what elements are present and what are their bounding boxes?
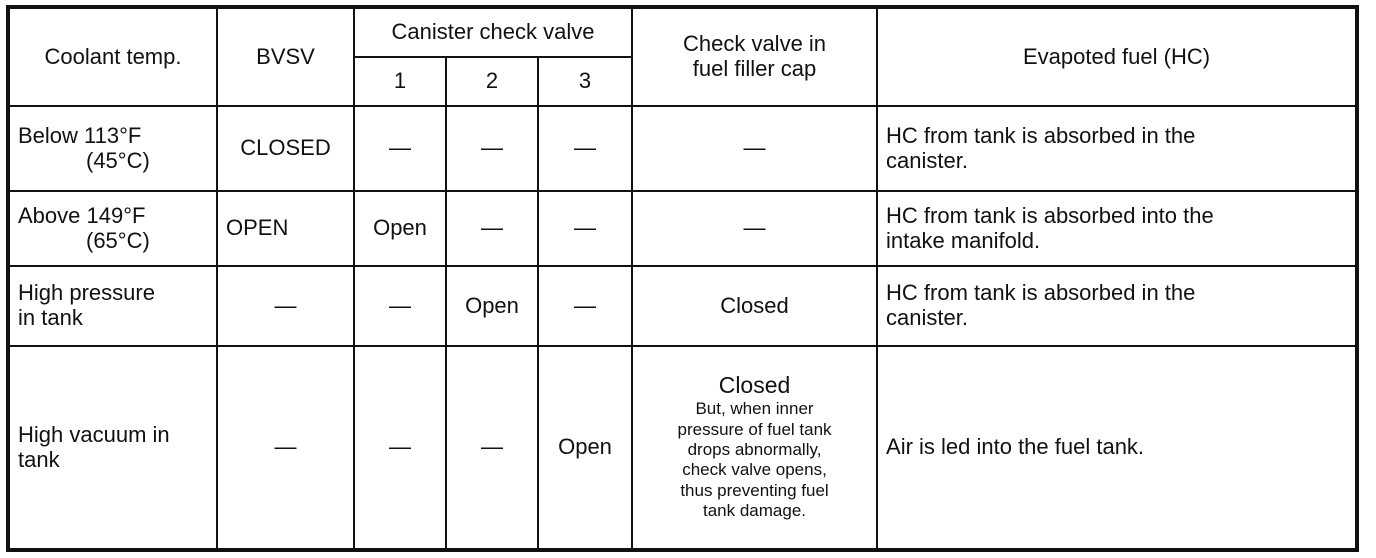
cell-canister-3: Open	[538, 346, 632, 550]
cell-coolant	[8, 346, 217, 550]
table-row	[8, 191, 1357, 266]
cell-canister-2: —	[446, 106, 538, 191]
cell-evaporated-fuel	[877, 266, 1357, 346]
cell-check-valve: —	[632, 106, 877, 191]
evap-line2: canister.	[886, 147, 968, 173]
cell-canister-1: —	[354, 106, 446, 191]
evap-line1: HC from tank is absorbed in the	[886, 122, 1196, 148]
header-canister-check-valve: Canister check valve	[354, 7, 632, 57]
cell-canister-3: —	[538, 191, 632, 266]
cell-bvsv: CLOSED	[217, 106, 354, 191]
check-valve-note-line: drops abnormally,	[687, 439, 822, 459]
header-canister-3: 3	[538, 57, 632, 106]
cell-check-valve: Closed	[632, 266, 877, 346]
header-check-valve-filler-cap	[632, 7, 877, 106]
coolant-line2: (45°C)	[86, 147, 150, 173]
cell-canister-2: —	[446, 346, 538, 550]
header-coolant-temp: Coolant temp.	[8, 7, 217, 106]
cell-evaporated-fuel	[877, 346, 1357, 550]
cell-coolant	[8, 106, 217, 191]
check-valve-note-line: check valve opens,	[682, 460, 827, 480]
evap-line2: intake manifold.	[886, 227, 1041, 253]
header-canister-1: 1	[354, 57, 446, 106]
cell-evaporated-fuel	[877, 106, 1357, 191]
header-check-valve-line1: Check valve in	[682, 31, 827, 57]
coolant-line2: in tank	[18, 305, 83, 330]
evap-line2: canister.	[886, 305, 968, 330]
table-row	[8, 346, 1357, 550]
cell-canister-2: —	[446, 191, 538, 266]
cell-canister-1: —	[354, 266, 446, 346]
coolant-line2: tank	[18, 446, 60, 472]
header-row-1	[8, 7, 1357, 57]
cell-coolant	[8, 266, 217, 346]
cell-canister-3: —	[538, 106, 632, 191]
cell-bvsv: —	[217, 266, 354, 346]
coolant-line1: Above 149°F	[18, 202, 146, 228]
coolant-line1: High vacuum in	[18, 421, 170, 447]
check-valve-note-line: tank damage.	[703, 501, 807, 521]
cell-coolant	[8, 191, 217, 266]
header-canister-2: 2	[446, 57, 538, 106]
cell-canister-2: Open	[446, 266, 538, 346]
header-evaporated-fuel: Evapoted fuel (HC)	[877, 7, 1357, 106]
table-row	[8, 106, 1357, 191]
evap-line1: HC from tank is absorbed in the	[886, 280, 1196, 306]
header-bvsv: BVSV	[217, 7, 354, 106]
check-valve-note-line: thus preventing fuel	[680, 480, 829, 500]
coolant-line2: (65°C)	[86, 227, 150, 253]
coolant-line1: High pressure	[18, 280, 155, 306]
evap-line1: HC from tank is absorbed into the	[886, 202, 1214, 228]
evap-control-table-container	[6, 5, 1359, 552]
cell-bvsv: OPEN	[217, 191, 354, 266]
check-valve-note-line: pressure of fuel tank	[677, 419, 832, 439]
cell-evaporated-fuel	[877, 191, 1357, 266]
cell-check-valve	[632, 346, 877, 550]
cell-check-valve: —	[632, 191, 877, 266]
cell-canister-1: —	[354, 346, 446, 550]
coolant-line1: Below 113°F	[18, 122, 142, 148]
header-check-valve-line2: fuel filler cap	[692, 56, 817, 81]
cell-bvsv: —	[217, 346, 354, 550]
cell-canister-1: Open	[354, 191, 446, 266]
evap-control-table	[6, 5, 1359, 552]
table-row	[8, 266, 1357, 346]
check-valve-note-line: But, when inner	[695, 399, 814, 419]
cell-canister-3: —	[538, 266, 632, 346]
check-valve-status: Closed	[718, 372, 791, 399]
evap-line1: Air is led into the fuel tank.	[886, 434, 1145, 460]
